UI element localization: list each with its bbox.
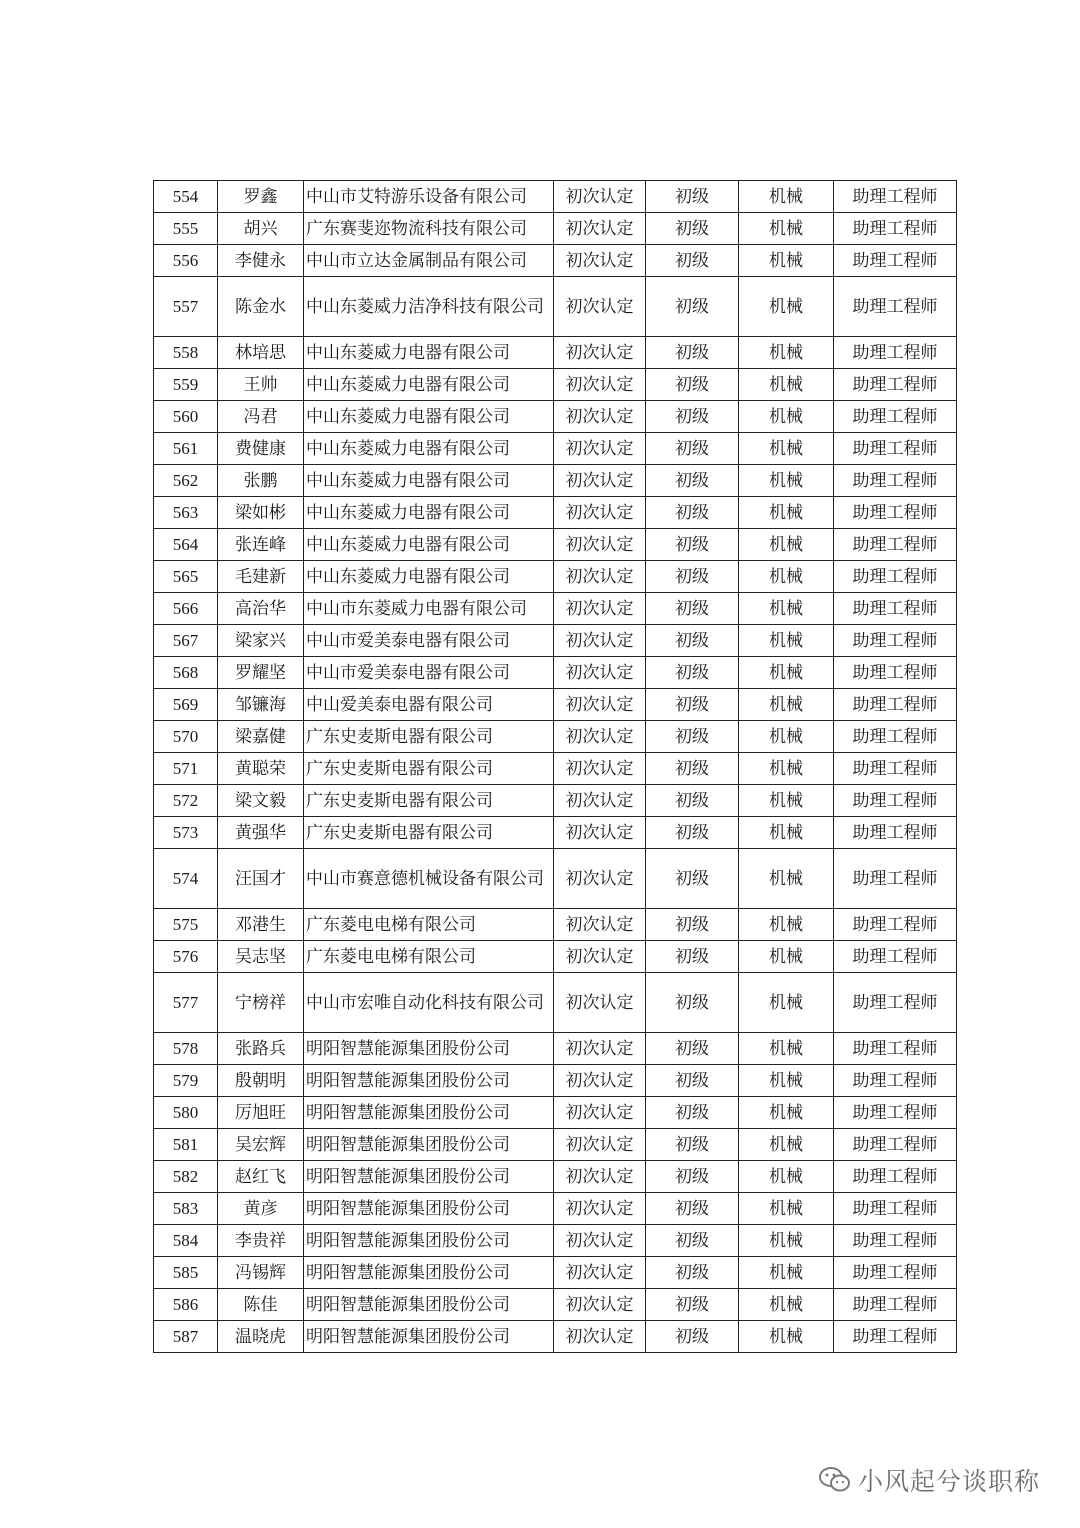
- cell-type: 初次认定: [554, 213, 646, 245]
- cell-type: 初次认定: [554, 1033, 646, 1065]
- cell-level: 初级: [646, 181, 739, 213]
- cell-no: 576: [154, 941, 218, 973]
- cell-no: 569: [154, 689, 218, 721]
- cell-name: 李健永: [218, 245, 304, 277]
- table-row: [154, 277, 957, 337]
- table-row: [154, 433, 957, 465]
- cell-level: 初级: [646, 1065, 739, 1097]
- cell-title: 助理工程师: [834, 433, 957, 465]
- cell-level: 初级: [646, 277, 739, 337]
- cell-no: 563: [154, 497, 218, 529]
- cell-field: 机械: [739, 593, 834, 625]
- table-row: [154, 1129, 957, 1161]
- cell-type: 初次认定: [554, 433, 646, 465]
- cell-company: 明阳智慧能源集团股份公司: [304, 1193, 554, 1225]
- cell-title: 助理工程师: [834, 973, 957, 1033]
- cell-no: 555: [154, 213, 218, 245]
- table-row: [154, 1033, 957, 1065]
- table-row: [154, 1321, 957, 1353]
- cell-type: 初次认定: [554, 181, 646, 213]
- cell-no: 575: [154, 909, 218, 941]
- cell-type: 初次认定: [554, 1289, 646, 1321]
- cell-level: 初级: [646, 721, 739, 753]
- cell-title: 助理工程师: [834, 1033, 957, 1065]
- cell-title: 助理工程师: [834, 1225, 957, 1257]
- table-row: [154, 1161, 957, 1193]
- cell-level: 初级: [646, 753, 739, 785]
- cell-name: 殷朝明: [218, 1065, 304, 1097]
- cell-title: 助理工程师: [834, 941, 957, 973]
- cell-title: 助理工程师: [834, 785, 957, 817]
- cell-level: 初级: [646, 1289, 739, 1321]
- cell-field: 机械: [739, 1321, 834, 1353]
- cell-name: 梁嘉健: [218, 721, 304, 753]
- cell-no: 578: [154, 1033, 218, 1065]
- cell-no: 583: [154, 1193, 218, 1225]
- cell-level: 初级: [646, 657, 739, 689]
- cell-level: 初级: [646, 369, 739, 401]
- cell-name: 林培思: [218, 337, 304, 369]
- cell-company: 广东菱电电梯有限公司: [304, 909, 554, 941]
- cell-company: 广东史麦斯电器有限公司: [304, 753, 554, 785]
- cell-field: 机械: [739, 465, 834, 497]
- table-row: [154, 657, 957, 689]
- cell-title: 助理工程师: [834, 1161, 957, 1193]
- cell-title: 助理工程师: [834, 369, 957, 401]
- cell-no: 567: [154, 625, 218, 657]
- cell-level: 初级: [646, 213, 739, 245]
- table-row: [154, 849, 957, 909]
- cell-no: 561: [154, 433, 218, 465]
- table-row: [154, 401, 957, 433]
- cell-name: 温晓虎: [218, 1321, 304, 1353]
- cell-field: 机械: [739, 181, 834, 213]
- table-row: [154, 593, 957, 625]
- cell-name: 毛建新: [218, 561, 304, 593]
- cell-name: 吴志坚: [218, 941, 304, 973]
- cell-field: 机械: [739, 213, 834, 245]
- cell-title: 助理工程师: [834, 465, 957, 497]
- cell-title: 助理工程师: [834, 1193, 957, 1225]
- cell-no: 559: [154, 369, 218, 401]
- cell-type: 初次认定: [554, 785, 646, 817]
- table-row: [154, 181, 957, 213]
- cell-type: 初次认定: [554, 817, 646, 849]
- cell-title: 助理工程师: [834, 1097, 957, 1129]
- cell-level: 初级: [646, 1161, 739, 1193]
- table-row: [154, 245, 957, 277]
- cell-company: 中山市宏唯自动化科技有限公司: [304, 973, 554, 1033]
- cell-name: 黄彦: [218, 1193, 304, 1225]
- cell-name: 张路兵: [218, 1033, 304, 1065]
- cell-company: 中山东菱威力电器有限公司: [304, 529, 554, 561]
- table-row: [154, 941, 957, 973]
- cell-type: 初次认定: [554, 753, 646, 785]
- cell-title: 助理工程师: [834, 657, 957, 689]
- cell-no: 586: [154, 1289, 218, 1321]
- cell-title: 助理工程师: [834, 529, 957, 561]
- cell-company: 明阳智慧能源集团股份公司: [304, 1321, 554, 1353]
- cell-name: 汪国才: [218, 849, 304, 909]
- cell-title: 助理工程师: [834, 561, 957, 593]
- cell-field: 机械: [739, 941, 834, 973]
- cell-title: 助理工程师: [834, 245, 957, 277]
- cell-field: 机械: [739, 1129, 834, 1161]
- cell-type: 初次认定: [554, 1193, 646, 1225]
- cell-company: 明阳智慧能源集团股份公司: [304, 1033, 554, 1065]
- cell-field: 机械: [739, 277, 834, 337]
- cell-level: 初级: [646, 529, 739, 561]
- cell-company: 广东赛斐迩物流科技有限公司: [304, 213, 554, 245]
- cell-company: 明阳智慧能源集团股份公司: [304, 1065, 554, 1097]
- cell-level: 初级: [646, 785, 739, 817]
- cell-company: 中山东菱威力电器有限公司: [304, 369, 554, 401]
- cell-level: 初级: [646, 941, 739, 973]
- cell-company: 广东史麦斯电器有限公司: [304, 785, 554, 817]
- cell-type: 初次认定: [554, 1257, 646, 1289]
- cell-name: 张连峰: [218, 529, 304, 561]
- table-row: [154, 721, 957, 753]
- table-row: [154, 369, 957, 401]
- cell-level: 初级: [646, 1097, 739, 1129]
- cell-level: 初级: [646, 1193, 739, 1225]
- cell-level: 初级: [646, 1321, 739, 1353]
- cell-no: 562: [154, 465, 218, 497]
- cell-field: 机械: [739, 849, 834, 909]
- cell-level: 初级: [646, 401, 739, 433]
- cell-no: 577: [154, 973, 218, 1033]
- cell-title: 助理工程师: [834, 497, 957, 529]
- cell-level: 初级: [646, 1033, 739, 1065]
- cell-company: 中山市艾特游乐设备有限公司: [304, 181, 554, 213]
- cell-field: 机械: [739, 1065, 834, 1097]
- cell-field: 机械: [739, 785, 834, 817]
- cell-no: 587: [154, 1321, 218, 1353]
- cell-field: 机械: [739, 973, 834, 1033]
- cell-field: 机械: [739, 721, 834, 753]
- cell-level: 初级: [646, 561, 739, 593]
- cell-name: 宁榜祥: [218, 973, 304, 1033]
- cell-company: 中山市爱美泰电器有限公司: [304, 625, 554, 657]
- cell-field: 机械: [739, 817, 834, 849]
- cell-name: 罗耀坚: [218, 657, 304, 689]
- table-row: [154, 753, 957, 785]
- table-row: [154, 689, 957, 721]
- cell-no: 585: [154, 1257, 218, 1289]
- cell-title: 助理工程师: [834, 753, 957, 785]
- cell-field: 机械: [739, 625, 834, 657]
- cell-field: 机械: [739, 657, 834, 689]
- cell-field: 机械: [739, 369, 834, 401]
- cell-type: 初次认定: [554, 1097, 646, 1129]
- table-row: [154, 1065, 957, 1097]
- cell-title: 助理工程师: [834, 277, 957, 337]
- cell-field: 机械: [739, 1225, 834, 1257]
- cell-no: 580: [154, 1097, 218, 1129]
- cell-no: 581: [154, 1129, 218, 1161]
- table-row: [154, 465, 957, 497]
- cell-level: 初级: [646, 245, 739, 277]
- cell-type: 初次认定: [554, 593, 646, 625]
- cell-level: 初级: [646, 337, 739, 369]
- cell-type: 初次认定: [554, 1321, 646, 1353]
- cell-field: 机械: [739, 753, 834, 785]
- cell-title: 助理工程师: [834, 1289, 957, 1321]
- cell-no: 557: [154, 277, 218, 337]
- cell-type: 初次认定: [554, 401, 646, 433]
- cell-title: 助理工程师: [834, 1065, 957, 1097]
- table-row: [154, 529, 957, 561]
- cell-title: 助理工程师: [834, 181, 957, 213]
- table-row: [154, 973, 957, 1033]
- cell-type: 初次认定: [554, 245, 646, 277]
- cell-no: 565: [154, 561, 218, 593]
- cell-company: 广东史麦斯电器有限公司: [304, 817, 554, 849]
- cell-level: 初级: [646, 433, 739, 465]
- cell-no: 568: [154, 657, 218, 689]
- wechat-icon: [818, 1465, 852, 1495]
- cell-type: 初次认定: [554, 1225, 646, 1257]
- cell-field: 机械: [739, 1033, 834, 1065]
- cell-type: 初次认定: [554, 529, 646, 561]
- cell-company: 明阳智慧能源集团股份公司: [304, 1225, 554, 1257]
- cell-name: 胡兴: [218, 213, 304, 245]
- cell-name: 邓港生: [218, 909, 304, 941]
- cell-field: 机械: [739, 1257, 834, 1289]
- cell-name: 邹镰海: [218, 689, 304, 721]
- cell-name: 梁如彬: [218, 497, 304, 529]
- table-row: [154, 1289, 957, 1321]
- cell-type: 初次认定: [554, 657, 646, 689]
- cell-type: 初次认定: [554, 721, 646, 753]
- table-row: [154, 497, 957, 529]
- table-row: [154, 1193, 957, 1225]
- cell-company: 中山市爱美泰电器有限公司: [304, 657, 554, 689]
- cell-name: 赵红飞: [218, 1161, 304, 1193]
- cell-company: 中山东菱威力电器有限公司: [304, 433, 554, 465]
- table-row: [154, 561, 957, 593]
- table-row: [154, 1257, 957, 1289]
- cell-company: 中山东菱威力电器有限公司: [304, 561, 554, 593]
- table-row: [154, 817, 957, 849]
- cell-name: 高治华: [218, 593, 304, 625]
- cell-company: 中山爱美泰电器有限公司: [304, 689, 554, 721]
- cell-company: 广东菱电电梯有限公司: [304, 941, 554, 973]
- cell-type: 初次认定: [554, 941, 646, 973]
- cell-company: 中山东菱威力电器有限公司: [304, 465, 554, 497]
- cell-field: 机械: [739, 689, 834, 721]
- cell-no: 564: [154, 529, 218, 561]
- cell-company: 明阳智慧能源集团股份公司: [304, 1257, 554, 1289]
- cell-title: 助理工程师: [834, 721, 957, 753]
- cell-type: 初次认定: [554, 625, 646, 657]
- cell-name: 陈金水: [218, 277, 304, 337]
- table-row: [154, 1225, 957, 1257]
- cell-field: 机械: [739, 401, 834, 433]
- cell-no: 566: [154, 593, 218, 625]
- cell-title: 助理工程师: [834, 817, 957, 849]
- cell-no: 554: [154, 181, 218, 213]
- cell-name: 黄强华: [218, 817, 304, 849]
- cell-no: 573: [154, 817, 218, 849]
- cell-title: 助理工程师: [834, 213, 957, 245]
- cell-level: 初级: [646, 1257, 739, 1289]
- certification-table: [153, 180, 957, 1353]
- cell-no: 582: [154, 1161, 218, 1193]
- cell-title: 助理工程师: [834, 1257, 957, 1289]
- cell-company: 明阳智慧能源集团股份公司: [304, 1161, 554, 1193]
- cell-company: 广东史麦斯电器有限公司: [304, 721, 554, 753]
- table-row: [154, 625, 957, 657]
- cell-level: 初级: [646, 1225, 739, 1257]
- cell-no: 570: [154, 721, 218, 753]
- cell-name: 罗鑫: [218, 181, 304, 213]
- cell-level: 初级: [646, 465, 739, 497]
- cell-type: 初次认定: [554, 465, 646, 497]
- cell-type: 初次认定: [554, 973, 646, 1033]
- watermark: [818, 1462, 1040, 1498]
- table-row: [154, 337, 957, 369]
- cell-field: 机械: [739, 245, 834, 277]
- cell-type: 初次认定: [554, 1065, 646, 1097]
- cell-type: 初次认定: [554, 277, 646, 337]
- cell-field: 机械: [739, 433, 834, 465]
- cell-company: 明阳智慧能源集团股份公司: [304, 1289, 554, 1321]
- cell-type: 初次认定: [554, 561, 646, 593]
- cell-name: 陈佳: [218, 1289, 304, 1321]
- cell-level: 初级: [646, 593, 739, 625]
- cell-company: 明阳智慧能源集团股份公司: [304, 1129, 554, 1161]
- table-row: [154, 1097, 957, 1129]
- cell-field: 机械: [739, 1193, 834, 1225]
- cell-title: 助理工程师: [834, 337, 957, 369]
- cell-level: 初级: [646, 1129, 739, 1161]
- table-row: [154, 785, 957, 817]
- cell-type: 初次认定: [554, 369, 646, 401]
- cell-no: 556: [154, 245, 218, 277]
- cell-name: 费健康: [218, 433, 304, 465]
- cell-title: 助理工程师: [834, 849, 957, 909]
- cell-company: 中山市东菱威力电器有限公司: [304, 593, 554, 625]
- cell-level: 初级: [646, 909, 739, 941]
- cell-field: 机械: [739, 529, 834, 561]
- cell-company: 中山市赛意德机械设备有限公司: [304, 849, 554, 909]
- cell-field: 机械: [739, 1097, 834, 1129]
- cell-field: 机械: [739, 497, 834, 529]
- cell-field: 机械: [739, 561, 834, 593]
- cell-type: 初次认定: [554, 909, 646, 941]
- cell-field: 机械: [739, 909, 834, 941]
- cell-name: 冯君: [218, 401, 304, 433]
- cell-name: 王帅: [218, 369, 304, 401]
- cell-level: 初级: [646, 689, 739, 721]
- cell-name: 李贵祥: [218, 1225, 304, 1257]
- cell-level: 初级: [646, 817, 739, 849]
- cell-title: 助理工程师: [834, 689, 957, 721]
- cell-level: 初级: [646, 497, 739, 529]
- cell-no: 574: [154, 849, 218, 909]
- cell-name: 吴宏辉: [218, 1129, 304, 1161]
- cell-no: 571: [154, 753, 218, 785]
- cell-company: 明阳智慧能源集团股份公司: [304, 1097, 554, 1129]
- cell-company: 中山东菱威力电器有限公司: [304, 401, 554, 433]
- cell-field: 机械: [739, 1161, 834, 1193]
- cell-type: 初次认定: [554, 337, 646, 369]
- cell-type: 初次认定: [554, 1161, 646, 1193]
- cell-no: 560: [154, 401, 218, 433]
- cell-field: 机械: [739, 1289, 834, 1321]
- cell-no: 572: [154, 785, 218, 817]
- cell-company: 中山东菱威力洁净科技有限公司: [304, 277, 554, 337]
- table-body: [154, 181, 957, 1353]
- cell-level: 初级: [646, 973, 739, 1033]
- table-row: [154, 213, 957, 245]
- cell-field: 机械: [739, 337, 834, 369]
- watermark-text: 小风起兮谈职称: [858, 1467, 1041, 1496]
- table-row: [154, 909, 957, 941]
- cell-title: 助理工程师: [834, 909, 957, 941]
- cell-level: 初级: [646, 625, 739, 657]
- cell-type: 初次认定: [554, 689, 646, 721]
- cell-company: 中山市立达金属制品有限公司: [304, 245, 554, 277]
- cell-type: 初次认定: [554, 497, 646, 529]
- cell-title: 助理工程师: [834, 401, 957, 433]
- cell-no: 579: [154, 1065, 218, 1097]
- cell-type: 初次认定: [554, 849, 646, 909]
- cell-name: 厉旭旺: [218, 1097, 304, 1129]
- cell-title: 助理工程师: [834, 1129, 957, 1161]
- cell-level: 初级: [646, 849, 739, 909]
- cell-name: 黄聪荣: [218, 753, 304, 785]
- cell-title: 助理工程师: [834, 625, 957, 657]
- cell-name: 张鹏: [218, 465, 304, 497]
- cell-title: 助理工程师: [834, 593, 957, 625]
- cell-title: 助理工程师: [834, 1321, 957, 1353]
- cell-company: 中山东菱威力电器有限公司: [304, 497, 554, 529]
- cell-type: 初次认定: [554, 1129, 646, 1161]
- cell-no: 584: [154, 1225, 218, 1257]
- cell-no: 558: [154, 337, 218, 369]
- cell-company: 中山东菱威力电器有限公司: [304, 337, 554, 369]
- cell-name: 冯锡辉: [218, 1257, 304, 1289]
- cell-name: 梁家兴: [218, 625, 304, 657]
- cell-name: 梁文毅: [218, 785, 304, 817]
